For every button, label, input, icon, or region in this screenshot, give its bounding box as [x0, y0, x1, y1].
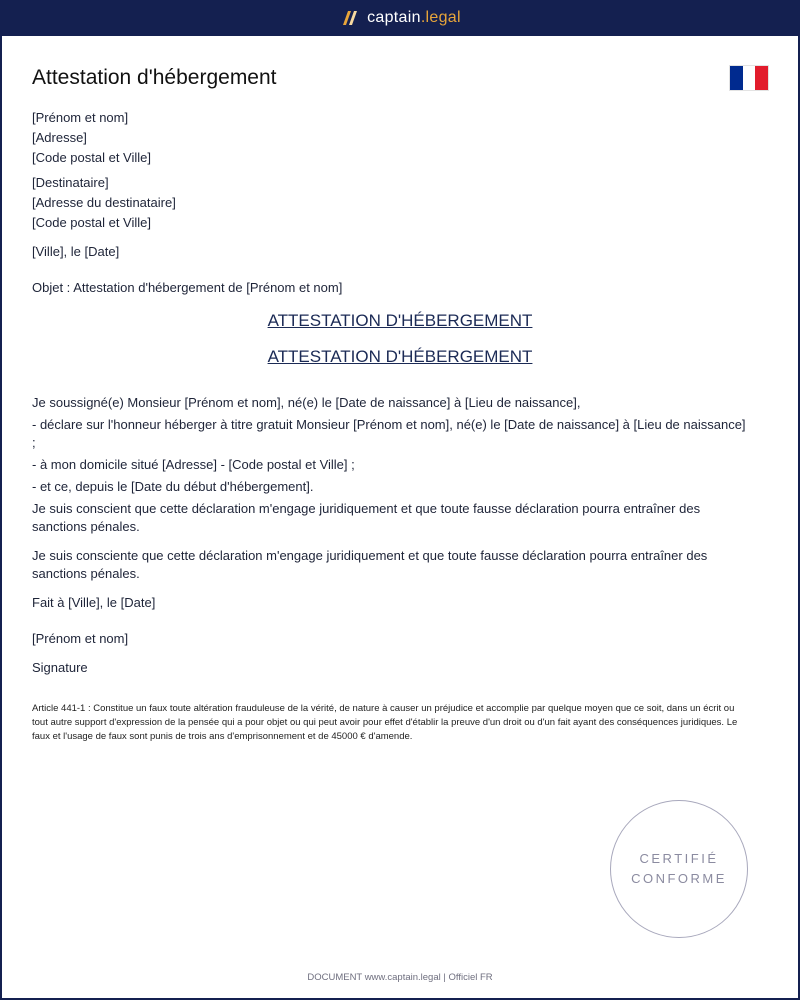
document-page [2, 36, 798, 998]
brand-name: captain.legal [367, 9, 461, 26]
declaration-since: - et ce, depuis le [Date du début d'hébergement]. [32, 479, 314, 494]
place-date: [Ville], le [Date] [32, 244, 120, 259]
done-at: Fait à [Ville], le [Date] [32, 595, 156, 610]
signer-name: [Prénom et nom] [32, 631, 129, 646]
recipient-name: [Destinataire] [32, 175, 109, 190]
top-bar [0, 0, 800, 36]
stamp-line-1: CERTIFIÉ [639, 851, 719, 866]
declaration-address: - à mon domicile situé [Adresse] - [Code postal et Ville] ; [32, 457, 355, 472]
stamp-line-2: CONFORME [631, 871, 727, 886]
document-title: Attestation d'hébergement [32, 66, 277, 89]
certified-stamp [610, 800, 748, 938]
captain-legal-logo-icon [339, 10, 359, 26]
recipient-postal-city: [Code postal et Ville] [32, 215, 151, 230]
subject-line: Objet : Attestation d'hébergement de [Prénom et nom] [32, 280, 343, 295]
declaration-conscious-m: Je suis conscient que cette déclaration m'engage juridiquement et que toute fausse déclaration pourra entraîner des sanctions pénales. [32, 501, 701, 534]
declaration-conscious-f: Je suis consciente que cette déclaration m'engage juridiquement et que toute fausse déclaration pourra entraîner des sanctions pénales. [32, 548, 708, 581]
brand-logo[interactable] [339, 9, 461, 27]
france-flag-icon [729, 65, 769, 91]
declaration-hosting: - déclare sur l'honneur héberger à titre gratuit Monsieur [Prénom et nom], né(e) le [Date de naissance] à [Lieu de naissance] ; [32, 417, 746, 450]
document-heading: ATTESTATION D'HÉBERGEMENT [267, 311, 533, 330]
recipient-address: [Adresse du destinataire] [32, 195, 176, 210]
declaration-intro: Je soussigné(e) Monsieur [Prénom et nom], né(e) le [Date de naissance] à [Lieu de naissance], [32, 395, 581, 410]
document-footer: DOCUMENT www.captain.legal | Officiel FR [307, 972, 493, 983]
document-heading-repeat: ATTESTATION D'HÉBERGEMENT [267, 347, 533, 366]
sender-address: [Adresse] [32, 130, 87, 145]
sender-postal-city: [Code postal et Ville] [32, 150, 151, 165]
sender-name: [Prénom et nom] [32, 110, 129, 125]
signature-label: Signature [32, 660, 88, 675]
legal-notice: Article 441-1 : Constitue un faux toute altération frauduleuse de la vérité, de nature à causer un préjudice et accomplie par quelque moyen que ce soit, dans un écrit ou tout autre support d'expression de la pensée qui a pour objet ou qui peut avoir pour effet d'établir la preuve d'un droit ou d'un fait ayant des conséquences juridiques. Le faux et l'usage de faux sont punis de trois ans d'emprisonnement et de 45000 € d'amende. [32, 703, 738, 742]
